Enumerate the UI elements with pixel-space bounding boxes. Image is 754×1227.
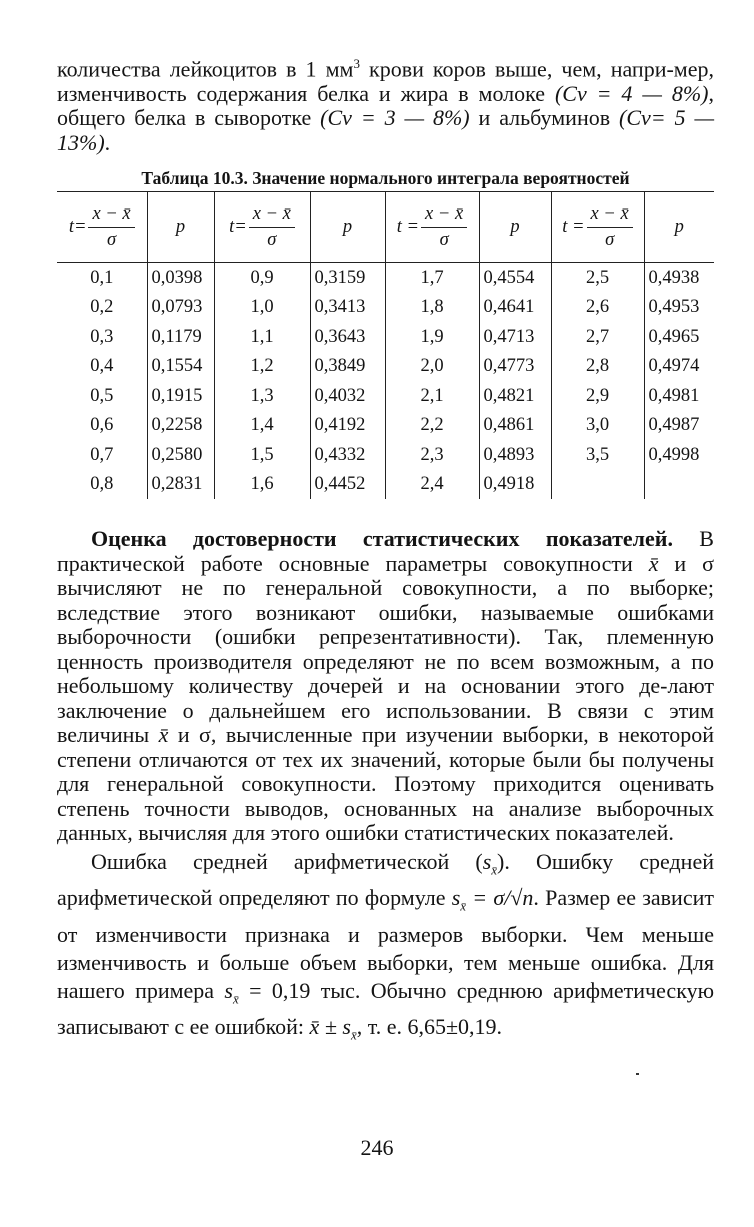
p-value-cell: 0,4953 xyxy=(644,293,714,323)
header-p: p xyxy=(479,192,551,263)
p-value-cell: 0,2831 xyxy=(147,470,214,500)
p-value-cell: 0,4987 xyxy=(644,411,714,441)
intro-text: , общего белка в сыворотке xyxy=(57,80,714,131)
t-value-cell: 2,9 xyxy=(551,381,644,411)
t-value-cell: 0,9 xyxy=(214,263,310,293)
t-value-cell: 2,0 xyxy=(385,352,479,382)
p-value-cell: 0,3849 xyxy=(310,352,385,382)
p-value-cell: 0,4713 xyxy=(479,322,551,352)
p-value-cell: 0,3159 xyxy=(310,263,385,293)
t-value-cell xyxy=(551,470,644,500)
p-value-cell: 0,4332 xyxy=(310,440,385,470)
header-p: p xyxy=(147,192,214,263)
t-value-cell: 1,1 xyxy=(214,322,310,352)
t-value-cell: 0,3 xyxy=(90,326,114,347)
table-row xyxy=(57,263,714,293)
header-p: p xyxy=(310,192,385,263)
error-paragraph: Ошибка средней арифметической $(s_{x̄})$. Ошибку средней арифметической определяют по формуле $s_{x̄} = \sigma/√n$. Размер ее зависит от изменчивости признака и размеров выборки. Чем меньше изменчивость и больше объем выборки, тем меньше ошибка. Для нашего примера $s_{x̄} = 0,19$ тыс. Обычно среднюю арифметическую записывают с ее ошибкой: x̄ ± $s_{x̄}$, т. е. 6,65±0,19. xyxy=(57,848,715,1043)
x-bar-symbol: x̄ xyxy=(158,722,169,748)
p-value-cell: 0,2580 xyxy=(147,440,214,470)
p-value-cell: 0,4918 xyxy=(479,470,551,500)
table-row xyxy=(57,440,714,470)
p-value-cell: 0,3643 xyxy=(310,322,385,352)
t-value-cell: 1,4 xyxy=(214,411,310,441)
cv-range: (Cv= 5 — 13%) xyxy=(57,105,714,155)
print-speck xyxy=(636,1073,639,1075)
p-value-cell: 0,0398 xyxy=(147,263,214,293)
mean-with-error: x̄ ± $s_{x̄}$ xyxy=(309,1014,357,1043)
table-row xyxy=(57,293,714,323)
intro-paragraph xyxy=(57,52,714,155)
p-value-cell: 0,4981 xyxy=(644,381,714,411)
t-value-cell: 1,9 xyxy=(385,322,479,352)
p-value-cell: 0,1915 xyxy=(147,381,214,411)
t-value-cell: 2,1 xyxy=(385,381,479,411)
intro-text: . xyxy=(104,129,111,155)
header-t: t = $\frac{x - x̄}{\sigma}$ xyxy=(385,192,479,263)
t-value-cell: 2,3 xyxy=(385,440,479,470)
intro-text: и альбуминов xyxy=(469,105,620,131)
table-row xyxy=(57,322,714,352)
superscript: 3 xyxy=(353,56,360,71)
p-value-cell: 0,0793 xyxy=(147,293,214,323)
t-value-cell: 1,5 xyxy=(214,440,310,470)
x-bar-symbol: x̄ xyxy=(648,550,659,576)
t-value-cell: 3,0 xyxy=(551,411,644,441)
t-value-cell: 2,8 xyxy=(551,352,644,382)
t-value-cell: 2,6 xyxy=(551,293,644,323)
header-t: t = $\frac{x - x̄}{\sigma}$ xyxy=(551,192,644,263)
t-value-cell: 2,5 xyxy=(551,263,644,293)
p-value-cell xyxy=(644,470,714,500)
probability-table xyxy=(57,191,714,499)
cv-range: (Cv = 3 — 8%) xyxy=(320,105,470,131)
p-value-cell: 0,4641 xyxy=(479,293,551,323)
p-value-cell: 0,3413 xyxy=(310,293,385,323)
p-value-cell: 0,4773 xyxy=(479,352,551,382)
p-value-cell: 0,4998 xyxy=(644,440,714,470)
t-value-cell: 0,8 xyxy=(90,474,114,495)
p-value-cell: 0,4965 xyxy=(644,322,714,352)
sem-symbol: $s_{x̄}$ xyxy=(224,977,239,1006)
p-value-cell: 0,4032 xyxy=(310,381,385,411)
t-value-cell: 1,2 xyxy=(214,352,310,382)
table-caption: Таблица 10.3. Значение нормального интеграла вероятностей xyxy=(141,168,630,189)
p-value-cell: 0,4821 xyxy=(479,381,551,411)
section-heading: Оценка достоверности статистических показателей. xyxy=(91,526,673,552)
t-value-cell: 1,7 xyxy=(385,263,479,293)
t-value-cell: 1,0 xyxy=(214,293,310,323)
p-value-cell: 0,4554 xyxy=(479,263,551,293)
p-value-cell: 0,1179 xyxy=(147,322,214,352)
p-value-cell: 0,4192 xyxy=(310,411,385,441)
p-value-cell: 0,4452 xyxy=(310,470,385,500)
table-row xyxy=(57,411,714,441)
p-value-cell: 0,4974 xyxy=(644,352,714,382)
section-paragraph: Оценка достоверности статистических показателей. В практической работе основные параметры совокупности x̄ и σ вычисляют не по генеральной совокупности, а по выборке; вследствие этого возникают ошибки, называемые ошибками выборочности (ошибки репрезентативности). Так, племенную ценность производителя определяют не по всем возможным, а по небольшому количеству дочерей и на основании этого де-лают заключение о дальнейшем его использовании. В связи с этим величины x̄ и σ, вычисленные при изучении выборки, в некоторой степени отличаются от тех их значений, которые были бы получены для генеральной совокупности. Поэтому приходится оценивать степень точности выводов, основанных на анализе выборочных данных, вычисляя для этого ошибки статистических показателей. xyxy=(57,526,714,846)
table-row xyxy=(57,352,714,382)
t-value-cell: 0,7 xyxy=(90,444,114,465)
intro-text: крови коров выше, чем, напри-мер, изменчивость содержания белка и жира в молоке xyxy=(57,56,714,106)
t-value-cell: 2,2 xyxy=(385,411,479,441)
p-value-cell: 0,4938 xyxy=(644,263,714,293)
t-value-cell: 0,4 xyxy=(90,356,114,377)
cv-range: (Cv = 4 — 8%) xyxy=(554,80,709,106)
t-value-cell: 2,4 xyxy=(385,470,479,500)
t-value-cell: 1,3 xyxy=(214,381,310,411)
t-value-cell: 0,1 xyxy=(90,267,114,288)
t-value-cell: 0,6 xyxy=(90,415,114,436)
p-value-cell: 0,2258 xyxy=(147,411,214,441)
header-t: t= $\frac{x - x̄}{\sigma}$ xyxy=(214,192,310,263)
t-value-cell: 0,2 xyxy=(90,297,114,318)
p-value-cell: 0,1554 xyxy=(147,352,214,382)
page-content xyxy=(57,52,714,1049)
sem-symbol: $s_{x̄}$ xyxy=(482,848,498,878)
header-p: p xyxy=(644,192,714,263)
table-header-row xyxy=(57,192,714,263)
t-value-cell: 0,5 xyxy=(90,385,114,406)
t-value-cell: 1,6 xyxy=(214,470,310,500)
intro-text: количества лейкоцитов в 1 мм xyxy=(57,56,354,82)
t-value-cell: 3,5 xyxy=(551,440,644,470)
header-t: t= $\frac{x - x̄}{\sigma}$ xyxy=(57,192,147,263)
p-value-cell: 0,4893 xyxy=(479,440,551,470)
t-value-cell: 1,8 xyxy=(385,293,479,323)
p-value-cell: 0,4861 xyxy=(479,411,551,441)
table-row xyxy=(57,470,714,500)
page-number: 246 xyxy=(360,1135,394,1160)
formula: $s_{x̄} = \sigma/√n$ xyxy=(451,885,534,914)
t-value-cell: 2,7 xyxy=(551,322,644,352)
table-row xyxy=(57,381,714,411)
